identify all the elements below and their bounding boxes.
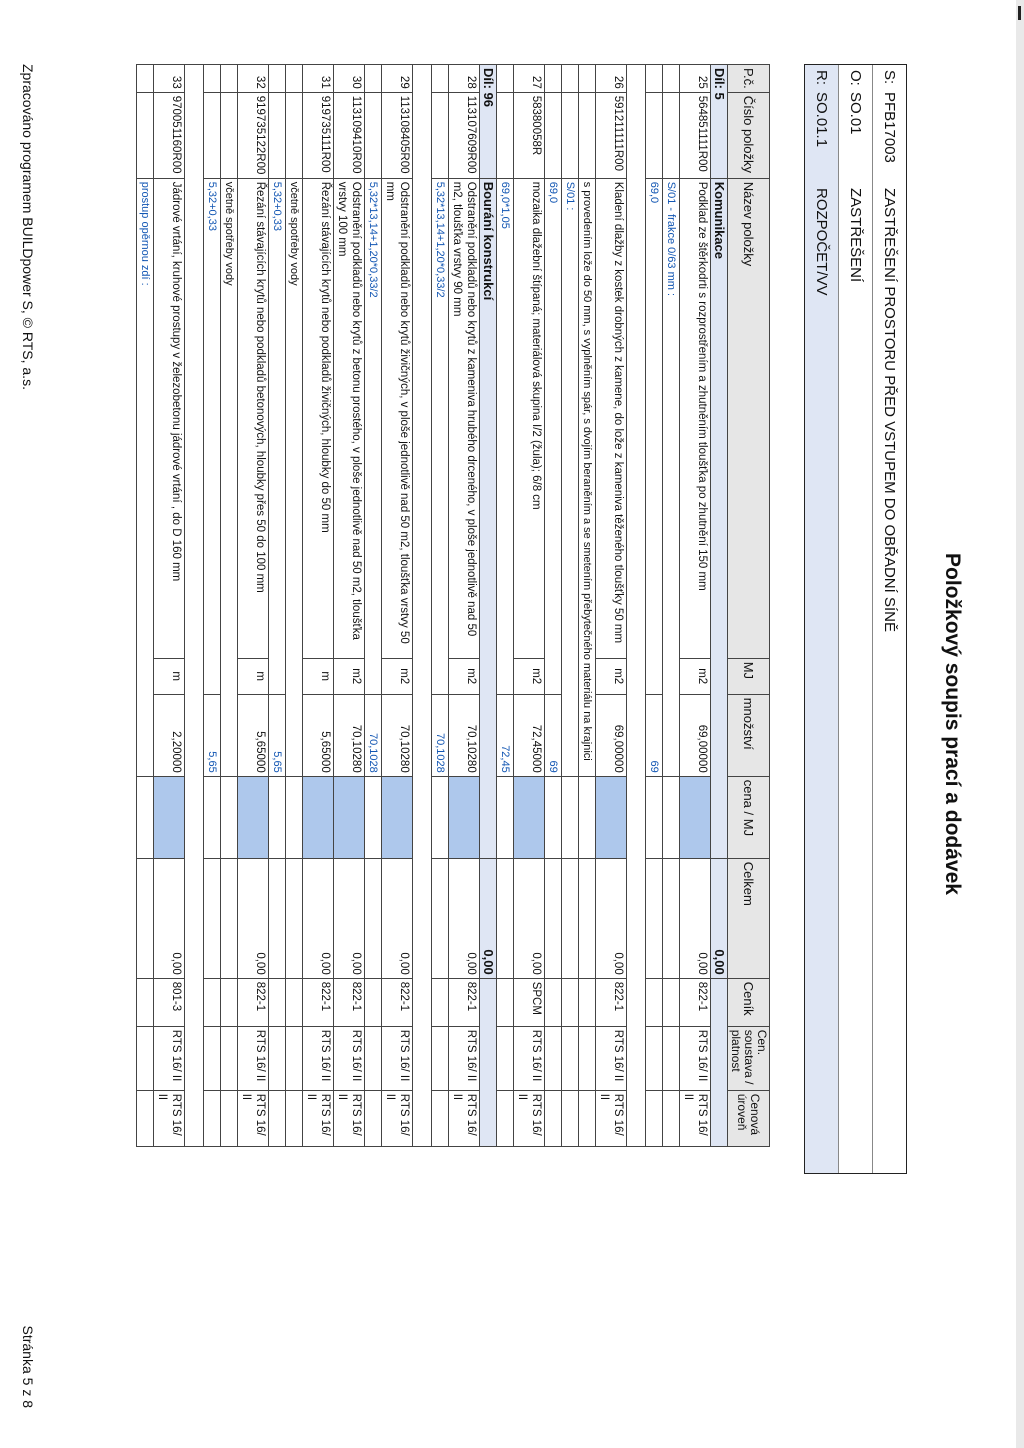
cell-uroven: RTS 16/ II — [680, 1090, 711, 1146]
header-row-objekt — [838, 65, 872, 1173]
measure-text: 5,32+0,33 — [269, 178, 286, 694]
measure-text: 5,32+0,33 — [204, 178, 221, 694]
cell-cislo: 113107609R00 — [449, 92, 480, 178]
header-code: SO.01.1 — [813, 92, 830, 148]
col-header-mnozstvi: množství — [728, 694, 770, 776]
cell-celkem: 0,00 — [334, 858, 365, 978]
cell-pc: 26 — [596, 65, 627, 93]
cell-pc: 33 — [154, 65, 185, 93]
col-header-mj: MJ — [728, 658, 770, 694]
section-total: 0,00 — [480, 858, 497, 978]
cell-mnozstvi: 5,65000 — [238, 694, 269, 776]
table-row — [154, 65, 185, 1147]
header-row-rozpocet — [805, 65, 838, 1173]
measure-value: 5,65 — [204, 694, 221, 776]
footer-page-number: Stránka 5 z 8 — [20, 1325, 36, 1408]
cell-soustava: RTS 16/ II — [303, 1026, 334, 1090]
header-label: S: — [881, 70, 898, 85]
cell-cenik: 822-1 — [238, 978, 269, 1026]
items-table — [136, 64, 770, 1147]
item-note: s provedením lože do 50 mm, s vyplněním spár, s dvojím beraněním a se smetením přebytečného materiálu na krajnici — [579, 178, 596, 776]
cell-soustava: RTS 16/ II — [449, 1026, 480, 1090]
section-blank — [711, 978, 728, 1146]
cell-uroven: RTS 16/ II — [334, 1090, 365, 1146]
measure-text: S/01 : — [562, 178, 579, 776]
header-code: PFB17003 — [881, 92, 898, 163]
cell-mnozstvi: 70,10280 — [382, 694, 413, 776]
cell-nazev: Řezání stávajících krytů nebo podkladů betonových, hloubky přes 50 do 100 mm — [238, 178, 269, 658]
measure-text: 69,0 — [646, 178, 663, 694]
measure-row — [646, 65, 663, 1147]
col-header-soustava: Cen. soustava / platnost — [728, 1026, 770, 1090]
cell-pc: 31 — [303, 65, 334, 93]
measure-row — [545, 65, 562, 1147]
measure-row — [497, 65, 514, 1147]
header-label: O: — [847, 70, 864, 86]
cell-uroven: RTS 16/ II — [238, 1090, 269, 1146]
cell-celkem: 0,00 — [303, 858, 334, 978]
table-row — [449, 65, 480, 1147]
cell-uroven: RTS 16/ II — [154, 1090, 185, 1146]
cell-celkem: 0,00 — [382, 858, 413, 978]
note-row — [221, 65, 238, 1147]
cell-cena[interactable] — [680, 776, 711, 858]
cell-pc: 32 — [238, 65, 269, 93]
col-header-uroven: Cenová úroveň — [728, 1090, 770, 1146]
cell-mnozstvi: 5,65000 — [303, 694, 334, 776]
section-label: Díl: 5 — [711, 65, 728, 179]
cell-soustava: RTS 16/ II — [382, 1026, 413, 1090]
cell-cenik: 822-1 — [680, 978, 711, 1026]
cell-pc: 29 — [382, 65, 413, 93]
measure-value: 69 — [646, 694, 663, 776]
table-row — [596, 65, 627, 1147]
section-blank — [480, 978, 497, 1146]
item-note: včetně spotřeby vody — [221, 178, 238, 776]
cell-cenik: 822-1 — [303, 978, 334, 1026]
cell-nazev: Řezání stávajících krytů nebo podkladů živičných, hloubky do 50 mm — [303, 178, 334, 658]
cell-nazev: Kladení dlažby z kostek drobných z kamene, do lože z kameniva těženého tloušťky 50 mm — [596, 178, 627, 658]
note-row — [579, 65, 596, 1147]
cell-nazev: Odstranění podkladů nebo krytů z kameniva hrubého drceného, v ploše jednotlivě nad 50 m2, tloušťka vrstvy 90 mm — [449, 178, 480, 658]
cell-nazev: Jádrové vrtání, kruhové prostupy v železobetonu jádrové vrtání , do D 160 mm — [154, 178, 185, 658]
measure-text: prostup opěrnou zdí : — [137, 178, 154, 776]
cell-celkem: 0,00 — [238, 858, 269, 978]
cell-mj: m2 — [334, 658, 365, 694]
table-row — [238, 65, 269, 1147]
col-header-cena: cena / MJ — [728, 776, 770, 858]
cell-soustava: RTS 16/ II — [596, 1026, 627, 1090]
header-label: R: — [813, 70, 830, 85]
note-row — [286, 65, 303, 1147]
cell-cislo: 919735122R00 — [238, 92, 269, 178]
measure-row — [365, 65, 382, 1147]
cell-cenik: 822-1 — [449, 978, 480, 1026]
cell-cenik: 801-3 — [154, 978, 185, 1026]
cell-soustava: RTS 16/ II — [238, 1026, 269, 1090]
section-label: Díl: 96 — [480, 65, 497, 179]
measure-text: 69,0*1,05 — [497, 178, 514, 694]
cell-mnozstvi: 2,20000 — [154, 694, 185, 776]
measure-value: 69 — [545, 694, 562, 776]
cell-cenik: 822-1 — [596, 978, 627, 1026]
cell-celkem: 0,00 — [596, 858, 627, 978]
cell-mj: m2 — [514, 658, 545, 694]
cell-mnozstvi: 69,00000 — [680, 694, 711, 776]
section-row-dil5 — [711, 65, 728, 1147]
header-text: ZASTŘEŠENÍ — [847, 188, 864, 283]
project-header — [804, 64, 907, 1174]
cell-soustava: RTS 16/ II — [680, 1026, 711, 1090]
measure-row — [137, 65, 154, 1147]
cell-nazev: Odstranění podkladů nebo krytů z betonu prostého, v ploše jednotlivě nad 50 m2, tloušťka vrstvy 100 mm — [334, 178, 365, 658]
cell-uroven: RTS 16/ II — [382, 1090, 413, 1146]
cell-mj: m2 — [596, 658, 627, 694]
measure-row — [432, 65, 449, 1147]
cell-pc: 25 — [680, 65, 711, 93]
cell-mj: m2 — [680, 658, 711, 694]
table-header-row — [728, 65, 770, 1147]
cell-celkem: 0,00 — [449, 858, 480, 978]
col-header-cislo: Číslo položky — [728, 92, 770, 178]
measure-row — [663, 65, 680, 1147]
cell-cenik: 822-1 — [334, 978, 365, 1026]
cell-cenik: 822-1 — [382, 978, 413, 1026]
cell-cislo: 58380058R — [514, 92, 545, 178]
cell-cena[interactable] — [238, 776, 269, 858]
page-title: Položkový soupis prací a dodávek — [941, 553, 964, 895]
cell-soustava: RTS 16/ II — [514, 1026, 545, 1090]
item-note: včetně spotřeby vody — [286, 178, 303, 776]
cell-mj: m — [154, 658, 185, 694]
cell-uroven: RTS 16/ II — [303, 1090, 334, 1146]
cell-pc: 28 — [449, 65, 480, 93]
cell-uroven: RTS 16/ II — [514, 1090, 545, 1146]
header-text: ZASTŘEŠENÍ PROSTORU PŘED VSTUPEM DO OBŘADNÍ SÍNĚ — [881, 188, 898, 632]
cell-mnozstvi: 69,00000 — [596, 694, 627, 776]
cell-soustava: RTS 16/ II — [334, 1026, 365, 1090]
cell-cena[interactable] — [303, 776, 334, 858]
cell-cislo: 919735111R00 — [303, 92, 334, 178]
measure-text: S/01 - frakce 0/63 mm : — [663, 178, 680, 776]
measure-value: 70,1028 — [365, 694, 382, 776]
cell-mj: m — [238, 658, 269, 694]
cell-cislo: 113108405R00 — [382, 92, 413, 178]
cell-mj: m — [303, 658, 334, 694]
measure-text: 69,0 — [545, 178, 562, 694]
measure-value: 5,65 — [269, 694, 286, 776]
cell-cena[interactable] — [154, 776, 185, 858]
cell-pc: 27 — [514, 65, 545, 93]
col-header-nazev: Název položky — [728, 178, 770, 658]
measure-text: 5,32*13,14+1,20*0,33/2 — [432, 178, 449, 694]
cell-soustava: RTS 16/ II — [154, 1026, 185, 1090]
measure-text: 5,32*13,14+1,20*0,33/2 — [365, 178, 382, 694]
measure-row — [204, 65, 221, 1147]
col-header-cenik: Ceník — [728, 978, 770, 1026]
cell-cenik: SPCM — [514, 978, 545, 1026]
col-header-celkem: Celkem — [728, 858, 770, 978]
table-row — [303, 65, 334, 1147]
cell-celkem: 0,00 — [680, 858, 711, 978]
cell-cislo: 564851111R00 — [680, 92, 711, 178]
cell-mj: m2 — [449, 658, 480, 694]
table-row — [514, 65, 545, 1147]
cell-uroven: RTS 16/ II — [596, 1090, 627, 1146]
cell-nazev: mozaika dlažební štípaná; materiálová skupina I/2 (žula); 6/8 cm — [514, 178, 545, 658]
measure-row — [269, 65, 286, 1147]
section-name: Komunikace — [711, 178, 728, 858]
header-text: ROZPOČET/VV — [813, 188, 830, 296]
col-header-pc: P.č. — [728, 65, 770, 93]
cell-mnozstvi: 72,45000 — [514, 694, 545, 776]
header-code: SO.01 — [847, 92, 864, 135]
cell-mnozstvi: 70,10280 — [449, 694, 480, 776]
cell-cena[interactable] — [449, 776, 480, 858]
measure-value: 72,45 — [497, 694, 514, 776]
cell-cena[interactable] — [382, 776, 413, 858]
section-row-dil96 — [480, 65, 497, 1147]
section-total: 0,00 — [711, 858, 728, 978]
section-name: Bourání konstrukcí — [480, 178, 497, 858]
cell-celkem: 0,00 — [514, 858, 545, 978]
cell-uroven: RTS 16/ II — [449, 1090, 480, 1146]
cell-pc: 30 — [334, 65, 365, 93]
header-row-stavba — [872, 65, 906, 1173]
table-row — [680, 65, 711, 1147]
table-row — [382, 65, 413, 1147]
cell-mj: m2 — [382, 658, 413, 694]
cell-nazev: Podklad ze štěrkodrti s rozprostřením a zhutněním tloušťka po zhutnění 150 mm — [680, 178, 711, 658]
measure-row — [562, 65, 579, 1147]
cell-cena[interactable] — [514, 776, 545, 858]
cell-cislo: 591211111R00 — [596, 92, 627, 178]
cell-cislo: 970051160R00 — [154, 92, 185, 178]
table-row — [334, 65, 365, 1147]
footer-program: Zpracováno programem BUILDpower S, © RTS, a.s. — [20, 64, 36, 390]
cell-mnozstvi: 70,10280 — [334, 694, 365, 776]
cell-celkem: 0,00 — [154, 858, 185, 978]
cell-cislo: 113109410R00 — [334, 92, 365, 178]
measure-value: 70,1028 — [432, 694, 449, 776]
cell-cena[interactable] — [334, 776, 365, 858]
cell-cena[interactable] — [596, 776, 627, 858]
cell-nazev: Odstranění podkladů nebo krytů živičných, v ploše jednotlivě nad 50 m2, tloušťka vrstvy 50 mm — [382, 178, 413, 658]
